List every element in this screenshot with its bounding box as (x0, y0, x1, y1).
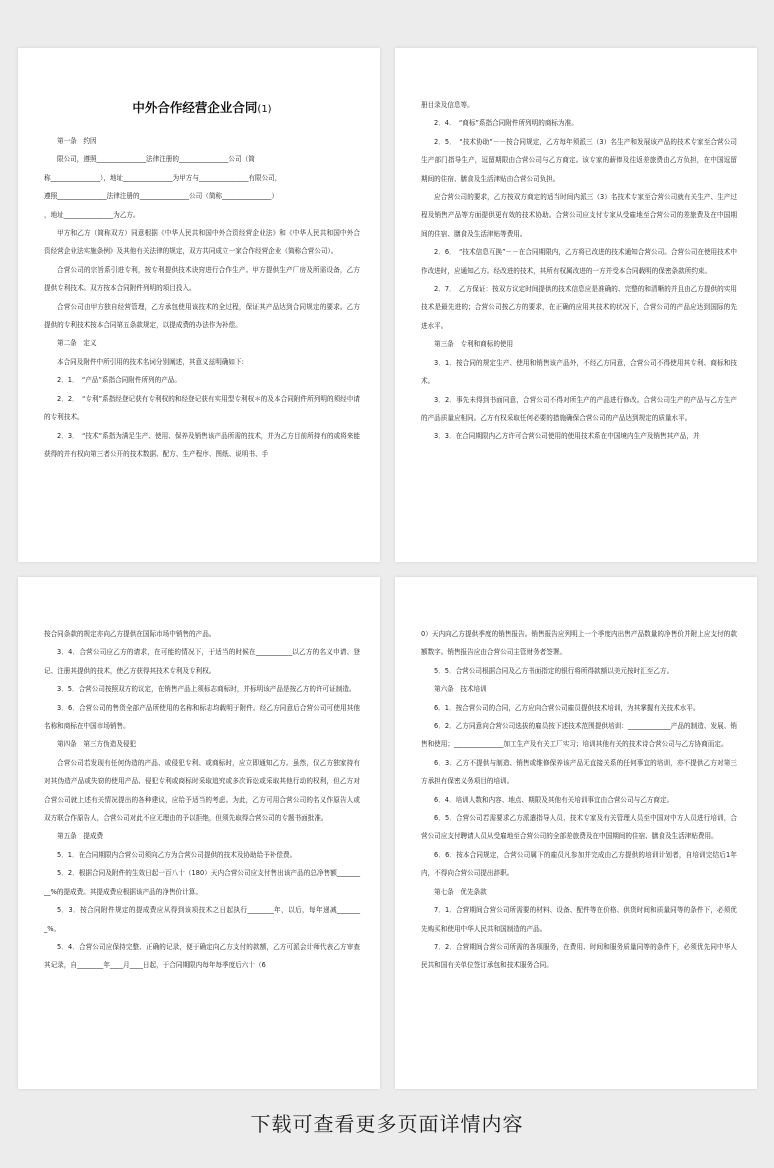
contract-paragraph: 2．3． “技术”系指为满足生产、使用、保养及销售该产品所需的技术，并为乙方目前所持有的或将来能获得的并有权向第三者公开的技术数据、配方、生产程序、图纸、说明书、手 (44, 431, 360, 458)
contract-paragraph: 3．2．事先未得到书面同意，合营公司不得对所生产的产品进行修改。合营公司生产的产品与乙方生产的产品质量应相同。乙方有权采取任何必要的措施确保合营公司的产品达到规定的质量水平。 (421, 395, 737, 422)
contract-paragraph: 2．1． “产品”系指合同附件所列的产品。 (57, 376, 182, 385)
contract-paragraph: 2．5． “技术协助”－－按合同规定，乙方每年须派三（3）名生产和发展该产品的技术专家至合营公司生产部门指导生产，逗留期限由合营公司与乙方商定。该专家的薪俸及往返差旅费由乙方负担，在中国逗留期间的住宿、膳食及生活津贴由合营公司负担。 (421, 137, 737, 183)
contract-paragraph: 按合同条款的规定亦向乙方提供在国际市场中销售的产品。 (44, 630, 216, 638)
document-page-2 (395, 48, 757, 562)
contract-paragraph: 5．1．在合同期限内合营公司须向乙方为合营公司提供的技术及协助给予补偿费。 (57, 850, 297, 859)
contract-paragraph: 6．6．按本合同规定，合营公司属下的雇员凡参加并完成由乙方提供的培训计划者，自培训完结后1年内，不得向合营公司提出辞职。 (421, 850, 737, 878)
contract-paragraph: 7．2．合营期间合营公司所需的各项服务，在费用、时间和服务质量同等的条件下，必须优先同中华人民共和国有关单位签订承包和技术服务合同。 (421, 942, 737, 970)
contract-paragraph: 限公司，遵照_______________法律注册的_______________公司（简 (57, 155, 255, 164)
contract-paragraph: 2．7． 乙方保证：按双方议定时间提供的技术信息应是准确的、完整的和清晰的并且由乙方提供的实用技术是最先进的；合营公司按乙方的要求，在正确的应用其技术的状况下，合营公司的产品应达到国际的先进水平。 (421, 285, 737, 330)
contract-paragraph: 应合营公司的要求，乙方按双方商定的适当时间内派三（3）名技术专家至合营公司就有关生产、生产过程及销售产品等方面提供更有效的技术协助。合营公司应支付专家从受雇地至合营公司的差旅费及在中国期间的住宿、膳食及生活津贴等费用。 (421, 193, 737, 238)
contract-paragraph: 第一条 约因 (57, 137, 97, 145)
contract-paragraph: 合营公司的宗旨系引进专利，按专利提供技术诀窍进行合作生产。甲方提供生产厂房及所需设备，乙方提供专利技术。双方按本合同附件列明的项目投入。 (44, 265, 360, 293)
document-page-1 (18, 48, 380, 562)
contract-paragraph: 3．3．在合同期限内乙方许可合营公司使用的使用技术系在中国境内生产及销售其产品，并 (434, 432, 700, 441)
contract-paragraph: 称_______________），地址_______________为甲方与_______________有限公司， (44, 173, 282, 182)
download-more-caption: 下载可查看更多页面详情内容 (250, 1112, 524, 1136)
contract-paragraph: 6．2．乙方同意向合营公司选拔的雇员按下述技术范围提供培训：_____________产品的制造、发展、销售和使用；_______________加工生产及有关工厂实习；培训其他有关的技术诗合营公司与乙方协商而定。 (421, 722, 737, 749)
contract-paragraph: ，地址_______________为乙方。 (44, 210, 140, 219)
contract-paragraph: 3．4．合营公司应乙方的请求，在可能的情况下，于适当的时候在___________以乙方的名义申请、登记、注册其提供的技术，使乙方获得其技术专利及专利权。 (44, 648, 360, 675)
contract-paragraph: 6．5．合营公司若需要求乙方派遣指导人员、技术专家及有关管理人员至中国对中方人员进行培训，合营公司应支付聘请人员从受雇地至合营公司的全部差旅费及在中国期间的住宿、膳食及生活津贴费用。 (421, 814, 737, 841)
contract-paragraph: 5．4．合营公司应保持完整、正确的记录，便于确定向乙方支付的款额，乙方可派会计师代表乙方审查其记录，自________年____月____日起，于合同期限内每年每季度后六十（6 (44, 942, 360, 970)
contract-paragraph: 册目录及信息等。 (421, 101, 474, 109)
contract-paragraph: 2．6． “技术信息互换”－－在合同期限内，乙方将已改进的技术通知合营公司。合营公司在使用技术中作改进时，应通知乙方。经改进的技术，其所有权属改进的一方并受本合同载明的保密条款所约束。 (421, 248, 737, 275)
contract-paragraph: 第五条 提成费 (57, 832, 104, 841)
title-text: 中外合作经营企业合同 (132, 100, 258, 115)
document-page-3 (18, 577, 380, 1089)
contract-paragraph: 第四条 第三方伪造及侵犯 (57, 740, 137, 749)
contract-paragraph: 第七条 优先条款 (434, 887, 487, 896)
page-body (421, 625, 737, 975)
contract-paragraph: 7．1．合营期间合营公司所需要的材料、设备、配件等在价格、供货时间和质量同等的条件下，必须优先购买和使用中华人民共和国制造的产品。 (421, 906, 737, 933)
contract-paragraph: 遵照_______________法律注册的_______________公司（简称_______________） (44, 192, 279, 201)
contract-paragraph: 3．5．合营公司按照双方的议定，在销售产品上须标志商标时，并标明该产品是按乙方的许可证制造。 (57, 685, 356, 694)
contract-paragraph: 6．4．培训人数和内容、地点、期限及其他有关培训事宜由合营公司与乙方商定。 (434, 795, 674, 804)
contract-paragraph: 3．1．按合同的规定生产、使用和销售该产品外，不经乙方同意，合营公司不得使用其专利、商标和技术。 (421, 358, 737, 386)
title-suffix: (1) (257, 104, 272, 115)
page-body (44, 132, 360, 463)
contract-paragraph: 5．2．根据合同及附件的生效日起一百八十（180）天内合营公司应支付售出该产品的总净售额_________%的提成费。其提成费应根据该产品的净售价计算。 (44, 869, 360, 896)
contract-paragraph: 甲方和乙方（简称双方）同意根据《中华人民共和国中外合资经营企业法》和《中华人民共和国中外合资经营企业法实施条例》及其他有关法律的规定，双方共同成立一家合作经营企业（简称合营公司）。 (44, 229, 360, 256)
contract-paragraph: 2．4． “商标”系指合同附件所列明的商标为准。 (434, 119, 578, 128)
contract-paragraph: 6．3．乙方不提供与制造、销售或维修保养该产品无直接关系的任何事宜的培训，亦不提供乙方对第三方承担有保密义务项目的培训。 (421, 758, 737, 786)
contract-paragraph: 第六条 技术培训 (434, 685, 487, 694)
contract-paragraph: 0）天内向乙方提供季度的销售报告。销售报告应列明上一个季度内出售产品数量的净售价并附上应支付的款额数字。销售报告应由合营公司主管财务者签署。 (421, 630, 737, 657)
page-body (421, 96, 737, 446)
page-body (44, 625, 360, 975)
contract-paragraph: 合营公司由甲方独自经营管理，乙方承包使用该技术的全过程，保证其产品达到合同规定的要求。乙方提供的专利技术按本合同第五条款规定，以提成费的办法作为补偿。 (44, 302, 360, 330)
contract-paragraph: 3．6．合营公司的售货全部产品所使用的名称和标志均载明于附件。经乙方同意后合营公司可使用其他名称和商标在中国市场销售。 (44, 703, 360, 731)
document-page-4 (395, 577, 757, 1089)
contract-paragraph: 5．3．按合同附件规定的提成费应从得到该项技术之日起执行________年，以后，每年递减________%。 (44, 906, 360, 933)
contract-paragraph: 第二条 定义 (57, 339, 97, 348)
document-title (44, 98, 360, 116)
contract-paragraph: 6．1．按合营公司的合同，乙方应向合营公司雇员提供技术培训，为其掌握有关技术水平。 (434, 703, 700, 712)
contract-paragraph: 本合同及附件中所引用的技术名词分别阐述，其意义兹明确如下: (57, 357, 244, 366)
contract-paragraph: 合营公司若发现有任何伪造的产品、或侵犯专利、或商标时，应立即通知乙方。虽然，仅乙方独家持有对其伪造产品或失窃的使用产品、侵犯专利或商标时采取追究或多次诉讼或采取其他行动的权利，但乙方对合营公司就上述有关情况提出的各种建议，应给予适当的考虑。为此，乙方可用合营公司的名义作原告人或双方联合作原告人，合营公司对此不应无理由的予以拒绝，但须先取得合营公司的专题书面批准。 (44, 758, 360, 823)
contract-paragraph: 第三条 专利和商标的使用 (434, 340, 514, 349)
contract-paragraph: 2．2． “专利”系指经登记获有专利权的和经登记获有实用型专利权＊的及本合同附件所列明的须经申请的专利技术。 (44, 394, 360, 422)
contract-paragraph: 5．5．合营公司根据合同及乙方书面指定的银行将所得款额以美元按时汇至乙方。 (434, 666, 674, 675)
